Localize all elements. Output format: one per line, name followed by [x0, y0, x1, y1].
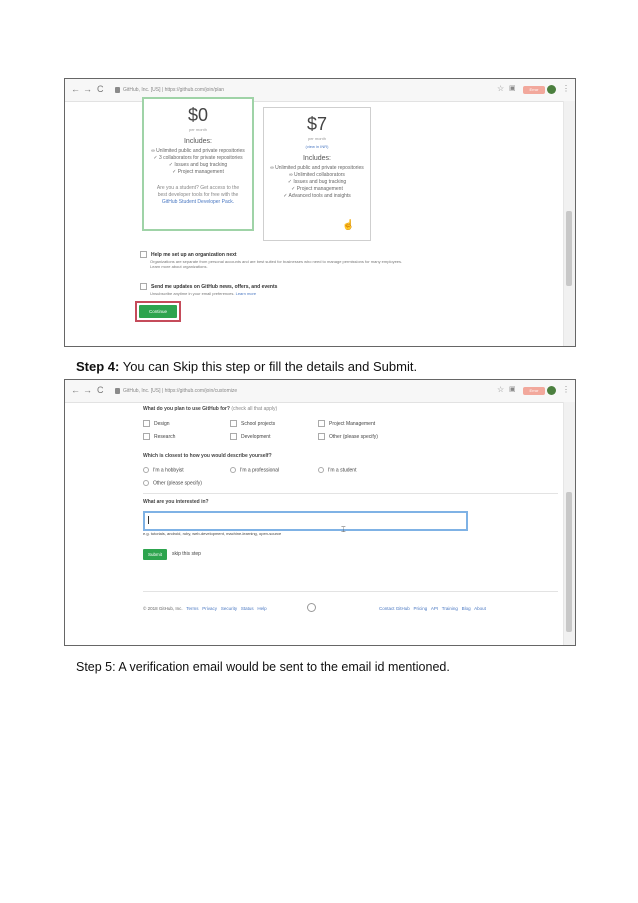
updates-checkbox[interactable]: [140, 283, 147, 290]
option-other-use[interactable]: [318, 433, 378, 440]
option-research[interactable]: [143, 433, 175, 440]
github-logo-icon[interactable]: [307, 603, 316, 612]
bookmark-star-icon[interactable]: ☆: [497, 84, 505, 93]
scrollbar-thumb[interactable]: [566, 211, 572, 286]
address-bar[interactable]: GitHub, Inc. [US] | https://github.com/join/customize: [115, 385, 495, 397]
step4-prefix: Step 4:: [76, 359, 120, 374]
option-label: Research: [154, 433, 176, 440]
text-caret: [148, 516, 149, 524]
reload-icon[interactable]: C: [97, 385, 104, 395]
url-text: https://github.com/join/customize: [164, 388, 238, 394]
menu-icon[interactable]: ⋮: [562, 385, 570, 394]
screenshot-plan: [64, 78, 576, 347]
footer-link-about[interactable]: About: [474, 606, 486, 611]
site-identity: GitHub, Inc. [US]: [123, 87, 161, 93]
checkbox[interactable]: [230, 420, 237, 427]
feature-item: ∞ Unlimited collaborators: [289, 172, 345, 178]
plan-card-developer[interactable]: [263, 107, 371, 241]
scrollbar[interactable]: [563, 402, 575, 645]
updates-desc-text: Unsubscribe anytime in your email preferences.: [150, 291, 235, 296]
submit-button[interactable]: Submit: [143, 549, 167, 560]
org-option[interactable]: [140, 251, 402, 269]
q2-heading: Which is closest to how you would describe yourself?: [143, 453, 272, 459]
updates-description: [150, 291, 277, 296]
scrollbar[interactable]: [563, 101, 575, 346]
browser-toolbar: [65, 380, 575, 403]
q1-heading: What do you plan to use GitHub for?: [143, 406, 230, 412]
profile-badge[interactable]: Error: [523, 387, 545, 395]
option-student[interactable]: [318, 467, 356, 473]
footer-link-pricing[interactable]: Pricing: [413, 606, 428, 611]
avatar[interactable]: [547, 85, 556, 94]
back-icon[interactable]: ←: [71, 385, 80, 395]
footer-left: [143, 606, 267, 611]
feature-item: ✓ Advanced tools and insights: [283, 193, 351, 199]
step4-text: You can Skip this step or fill the details and Submit.: [119, 359, 418, 374]
extension-icon[interactable]: ▣: [509, 386, 516, 393]
checkbox[interactable]: [318, 420, 325, 427]
plan-price: $7: [306, 114, 328, 134]
divider: [143, 493, 558, 494]
scrollbar-thumb[interactable]: [566, 492, 572, 632]
radio[interactable]: [318, 467, 324, 473]
q3-heading: What are you interested in?: [143, 499, 209, 505]
step4-caption: [76, 359, 417, 374]
student-note: [154, 185, 242, 206]
footer-link-help[interactable]: Help: [257, 606, 267, 611]
continue-highlight: [135, 301, 181, 322]
org-label: Help me set up an organization next: [151, 251, 237, 258]
view-inr-link[interactable]: (view in INR): [305, 144, 329, 149]
extension-icon[interactable]: ▣: [509, 85, 516, 92]
plan-card-free[interactable]: [142, 97, 254, 231]
hand-cursor-icon: ☝: [342, 220, 355, 231]
footer-link-contact[interactable]: Contact GitHub: [379, 606, 410, 611]
footer-link-terms[interactable]: Terms: [186, 606, 199, 611]
option-label: Other (please specify): [329, 433, 378, 440]
url-text: https://github.com/join/plan: [164, 87, 225, 93]
option-label: I'm a hobbyist: [153, 467, 184, 474]
feature-item: ✓ Issues and bug tracking: [287, 179, 347, 185]
org-description: Organizations are separate from personal accounts and are best suited for businesses who need to manage permissions for many employees.: [150, 259, 403, 264]
option-hobbyist[interactable]: [143, 467, 184, 473]
option-other-role[interactable]: [143, 480, 202, 486]
footer-link-training[interactable]: Training: [441, 606, 458, 611]
interests-input[interactable]: [143, 511, 468, 531]
footer-link-security[interactable]: Security: [220, 606, 238, 611]
screenshot-customize: [64, 379, 576, 646]
radio[interactable]: [143, 467, 149, 473]
option-label: I'm a student: [328, 467, 357, 474]
feature-item: ✓ Project management: [291, 186, 343, 192]
feature-list: [144, 148, 252, 176]
continue-button[interactable]: Continue: [139, 305, 177, 318]
student-text: Are you a student? Get access to the best developer tools for free with the: [156, 185, 240, 198]
plan-period: per month: [188, 127, 207, 132]
includes-label: Includes:: [183, 138, 213, 145]
step5-caption: Step 5: A verification email would be sent to the email id mentioned.: [76, 660, 450, 674]
bookmark-star-icon[interactable]: ☆: [497, 385, 505, 394]
q3-title: [143, 499, 209, 505]
option-school-projects[interactable]: [230, 420, 275, 427]
lock-icon: [115, 87, 120, 93]
feature-list: [264, 165, 370, 200]
checkbox[interactable]: [318, 433, 325, 440]
student-pack-link[interactable]: GitHub Student Developer Pack.: [161, 199, 235, 205]
forward-icon[interactable]: →: [83, 385, 92, 395]
includes-label: Includes:: [302, 155, 332, 162]
option-label: I'm a professional: [240, 467, 280, 474]
option-project-management[interactable]: [318, 420, 375, 427]
site-identity: GitHub, Inc. [US]: [123, 388, 161, 394]
reload-icon[interactable]: C: [97, 84, 104, 94]
feature-item: ∞ Unlimited public and private repositories: [151, 148, 245, 154]
checkbox[interactable]: [143, 433, 150, 440]
avatar[interactable]: [547, 386, 556, 395]
checkbox[interactable]: [143, 420, 150, 427]
address-bar[interactable]: GitHub, Inc. [US] | https://github.com/join/plan: [115, 84, 495, 96]
footer-link-api[interactable]: API: [430, 606, 439, 611]
option-label: School projects: [241, 420, 276, 427]
footer-divider: [143, 591, 558, 592]
back-icon[interactable]: ←: [71, 84, 80, 94]
footer-link-privacy[interactable]: Privacy: [202, 606, 218, 611]
q2-title: [143, 453, 272, 459]
option-label: Other (please specify): [153, 480, 202, 487]
option-design[interactable]: [143, 420, 170, 427]
copyright: © 2018 GitHub, Inc.: [143, 606, 183, 611]
q1-title: [143, 406, 277, 412]
updates-label: Send me updates on GitHub news, offers, and events: [151, 283, 278, 290]
feature-item: ✓ 3 collaborators for private repositories: [153, 155, 243, 161]
feature-item: ✓ Project management: [172, 169, 224, 175]
forward-icon[interactable]: →: [83, 84, 92, 94]
option-label: Project Management: [329, 420, 376, 427]
radio[interactable]: [230, 467, 236, 473]
skip-step-link[interactable]: skip this step: [172, 551, 201, 557]
footer-right: [379, 606, 486, 611]
updates-option[interactable]: [140, 283, 277, 296]
lock-icon: [115, 388, 120, 394]
footer-link-status[interactable]: Status: [240, 606, 254, 611]
option-label: Development: [241, 433, 271, 440]
feature-item: ✓ Issues and bug tracking: [168, 162, 228, 168]
profile-badge[interactable]: Error: [523, 86, 545, 94]
updates-learn-link[interactable]: Learn more: [235, 291, 257, 296]
checkbox[interactable]: [230, 433, 237, 440]
interests-hint: e.g. tutorials, android, ruby, web-development, machine-learning, open-source: [143, 531, 282, 536]
org-learn-link[interactable]: Learn more about organizations.: [150, 264, 208, 269]
plan-period: per month: [307, 136, 326, 141]
text-cursor-icon: ⌶: [341, 525, 346, 534]
feature-item: ∞ Unlimited public and private repositories: [270, 165, 364, 171]
q1-note: (check all that apply): [231, 406, 278, 412]
option-professional[interactable]: [230, 467, 279, 473]
option-development[interactable]: [230, 433, 270, 440]
org-checkbox[interactable]: [140, 251, 147, 258]
plan-price: $0: [187, 105, 209, 125]
footer-link-blog[interactable]: Blog: [461, 606, 471, 611]
option-label: Design: [154, 420, 170, 427]
menu-icon[interactable]: ⋮: [562, 84, 570, 93]
radio[interactable]: [143, 480, 149, 486]
